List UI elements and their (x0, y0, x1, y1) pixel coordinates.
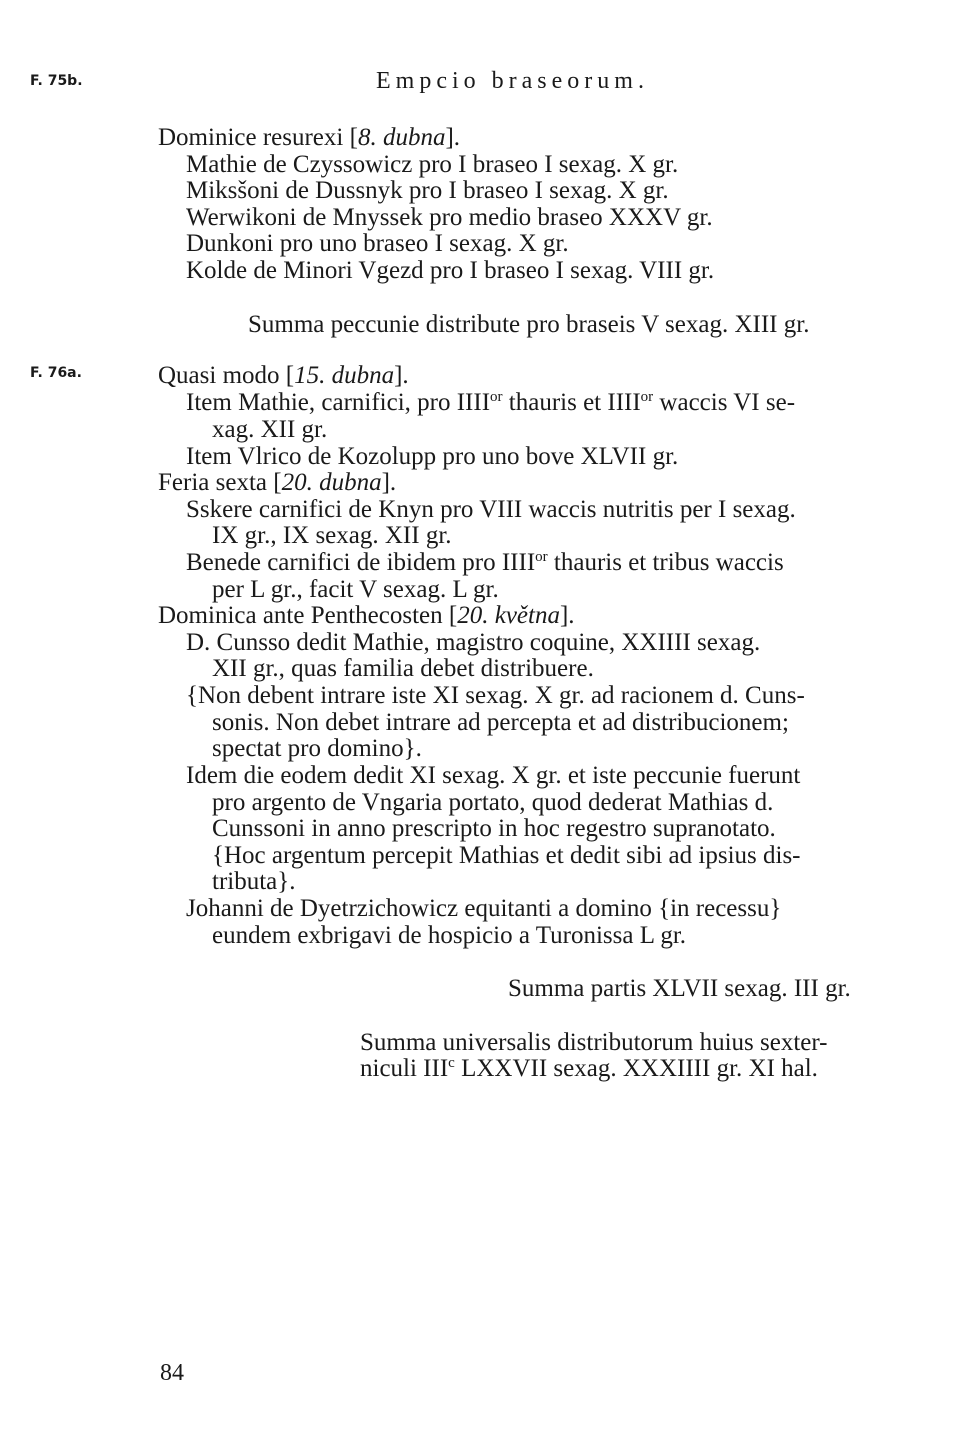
entry-heading: Dominice resurexi [8. dubna]. (158, 124, 461, 151)
entry-line: xag. XII gr. (212, 416, 328, 443)
entry-line: Idem die eodem dedit XI sexag. X gr. et iste peccunie fuerunt (186, 762, 801, 789)
entry-line: IX gr., IX sexag. XII gr. (212, 522, 452, 549)
entry-line: Sskere carnifici de Knyn pro VIII waccis nutritis per I sexag. (186, 496, 796, 523)
summa-line: Summa partis XLVII sexag. III gr. (508, 975, 851, 1002)
page-number: 84 (160, 1360, 184, 1386)
entry-line: D. Cunsso dedit Mathie, magistro coquine, XXIIII sexag. (186, 629, 761, 656)
entry-line: pro argento de Vngaria portato, quod dederat Mathias d. (212, 789, 774, 816)
entry-line: Johanni de Dyetrzichowicz equitanti a domino {in recessu} (186, 895, 782, 922)
entry-line: XII gr., quas familia debet distribuere. (212, 655, 594, 682)
summa-universalis-line: Summa universalis distributorum huius sexter- (360, 1029, 828, 1056)
summa-line: Summa peccunie distribute pro braseis V sexag. XIII gr. (248, 311, 810, 338)
folio-reference-top: F. 75b. (30, 73, 83, 89)
entry-line: Item Mathie, carnifici, pro $IIII^{or}$ thauris et $IIII^{or}$ waccis VI se- (186, 389, 796, 416)
entry-line: Miksšoni de Dussnyk pro I braseo I sexag. X gr. (186, 177, 669, 204)
folio-reference-middle: F. 76a. (30, 365, 82, 381)
entry-line: sonis. Non debet intrare ad percepta et ad distribucionem; (212, 709, 789, 736)
entry-line: Mathie de Czyssowicz pro I braseo I sexag. X gr. (186, 151, 679, 178)
entry-line: Dunkoni pro uno braseo I sexag. X gr. (186, 230, 569, 257)
entry-line: tributa}. (212, 868, 296, 895)
entry-line: Kolde de Minori Vgezd pro I braseo I sexag. VIII gr. (186, 257, 715, 284)
entry-line: {Hoc argentum percepit Mathias et dedit sibi ad ipsius dis- (212, 842, 801, 869)
summa-universalis-line: niculi III$^c$ LXXVII sexag. XXXIIII gr. XI hal. (360, 1055, 818, 1082)
entry-line: spectat pro domino}. (212, 735, 422, 762)
entry-line: eundem exbrigavi de hospicio a Turonissa L gr. (212, 922, 687, 949)
page-title: Empcio braseorum. (376, 68, 649, 94)
entry-line: per L gr., facit V sexag. L gr. (212, 576, 499, 603)
entry-line: Werwikoni de Mnyssek pro medio braseo XXXV gr. (186, 204, 713, 231)
entry-heading: Quasi modo [15. dubna]. (158, 362, 409, 389)
entry-line: Benede carnifici de ibidem pro $IIII^{or}$ thauris et tribus waccis (186, 549, 784, 576)
entry-heading: Feria sexta [20. dubna]. (158, 469, 397, 496)
entry-line: Cunssoni in anno prescripto in hoc regestro supranotato. (212, 815, 776, 842)
entry-line: Item Vlrico de Kozolupp pro uno bove XLVII gr. (186, 443, 679, 470)
entry-line: {Non debent intrare iste XI sexag. X gr. ad racionem d. Cuns- (186, 682, 805, 709)
entry-heading: Dominica ante Penthecosten [20. května]. (158, 602, 575, 629)
